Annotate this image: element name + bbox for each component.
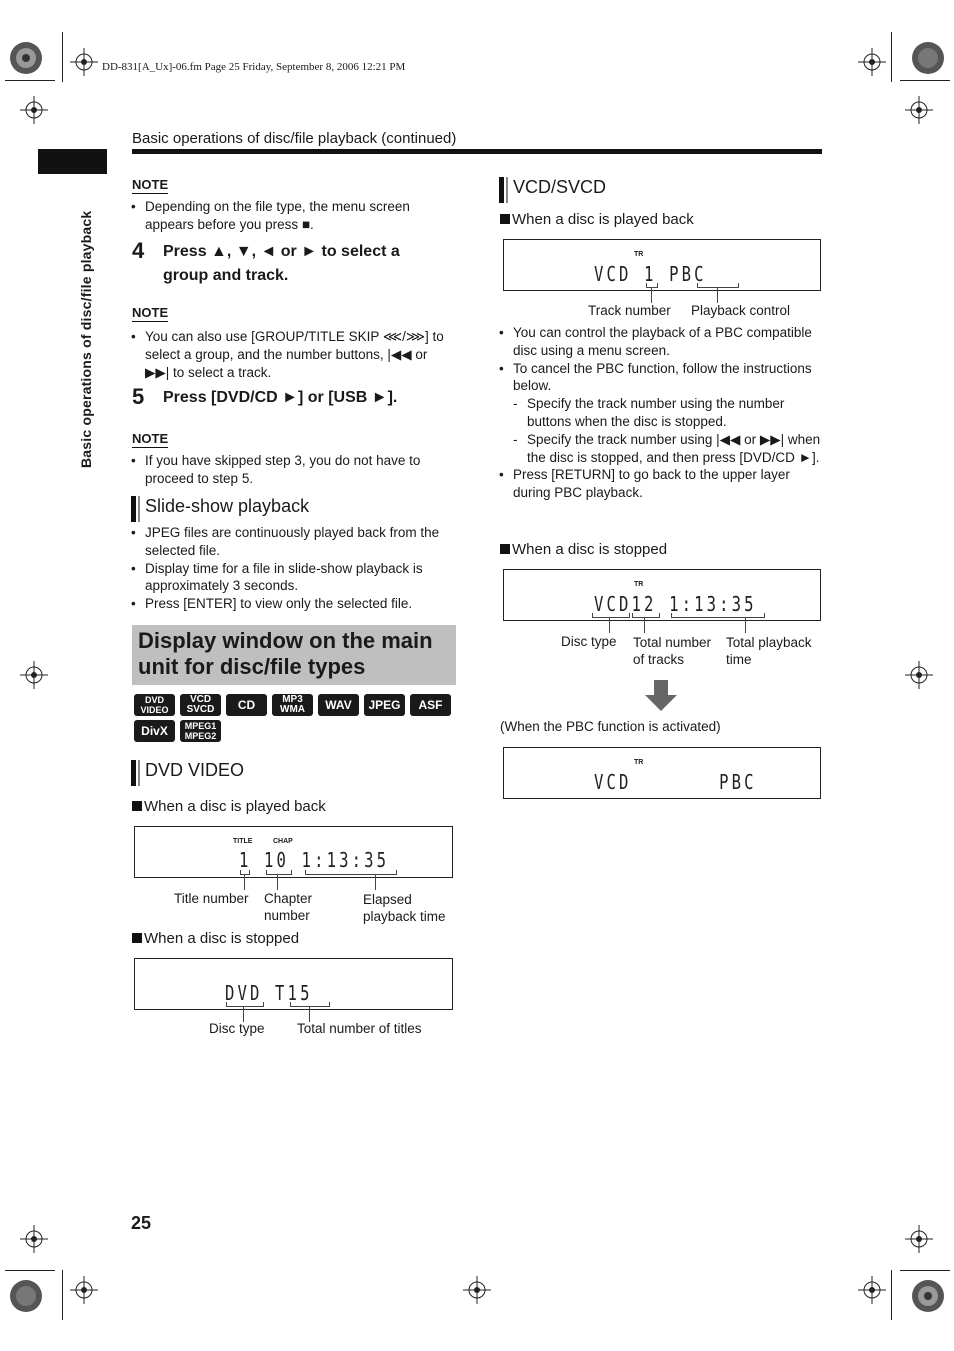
pbc-list [499, 324, 821, 502]
badge-mp3-wma: MP3 WMA [272, 694, 313, 716]
section-heading: VCD/SVCD [499, 177, 606, 203]
list-item: • JPEG files are continuously played back from the selected file. [131, 524, 453, 560]
page-number: 25 [131, 1213, 152, 1233]
crop-mark [900, 80, 950, 81]
section-heading: DVD VIDEO [131, 760, 244, 786]
file-info: DD-831[A_Ux]-06.fm Page 25 Friday, September 8, 2006 12:21 PM [102, 61, 406, 73]
note-list [131, 198, 441, 234]
list-item: • To cancel the PBC function, follow the instructions below. [499, 360, 821, 396]
subheading: When a disc is stopped [500, 541, 667, 558]
badge-mpeg: MPEG1 MPEG2 [180, 720, 221, 742]
crop-mark [900, 1270, 950, 1271]
section-heading: Slide-show playback [131, 496, 309, 522]
subheading: When a disc is stopped [132, 930, 299, 947]
crosshair-icon [463, 1276, 491, 1304]
crosshair-icon [905, 96, 933, 124]
list-item: • Display time for a file in slide-show playback is approximately 3 seconds. [131, 560, 453, 596]
lcd-display-dvd-playing: TITLE CHAP 1 10 1:13:35 [134, 826, 453, 878]
caption-total-tracks: Total number of tracks [633, 635, 712, 667]
display-window-heading: Display window on the main unit for disc/file types [132, 625, 456, 685]
registration-target-icon [6, 38, 46, 78]
step-text: Press ▲, ▼, ◄ or ► to select a group and track. [163, 243, 400, 284]
caption-track-number: Track number [588, 303, 671, 318]
callout-bracket [592, 613, 630, 618]
badge-dvd-video: DVD VIDEO [134, 694, 175, 716]
subheading: When a disc is played back [500, 211, 694, 228]
crop-mark [62, 1270, 63, 1320]
down-arrow-icon [644, 680, 678, 712]
callout-bracket [305, 870, 397, 875]
registration-target-icon [6, 1276, 46, 1316]
pbc-note: (When the PBC function is activated) [500, 719, 721, 734]
list-item: • If you have skipped step 3, you do not have to proceed to step 5. [131, 452, 453, 488]
callout-line [717, 287, 718, 303]
subheading: When a disc is played back [132, 798, 326, 815]
list-item: • Press [ENTER] to view only the selected file. [131, 595, 453, 613]
callout-bracket [697, 283, 739, 288]
list-item: • You can control the playback of a PBC compatible disc using a menu screen. [499, 324, 821, 360]
crop-mark [5, 1270, 55, 1271]
list-item: - Specify the track number using |◀◀ or ▶▶| when the disc is stopped, and then press [DVD/CD ►]. [499, 431, 821, 467]
crop-mark [891, 1270, 892, 1320]
note-label: NOTE [132, 305, 169, 320]
badge-cd: CD [226, 694, 267, 716]
crosshair-icon [20, 1225, 48, 1253]
badge-asf: ASF [410, 694, 451, 716]
callout-line [277, 874, 278, 890]
badge-divx: DivX [134, 720, 175, 742]
note-list [131, 328, 453, 381]
lcd-display-dvd-stopped: DVD T15 [134, 958, 453, 1010]
crop-mark [62, 32, 63, 82]
crosshair-icon [905, 661, 933, 689]
caption-total-titles: Total number of titles [297, 1021, 422, 1036]
callout-bracket [632, 613, 660, 618]
running-header: Basic operations of disc/file playback (continued) [132, 130, 457, 147]
callout-bracket [240, 870, 250, 875]
callout-line [244, 874, 245, 890]
crosshair-icon [20, 661, 48, 689]
caption-playback-control: Playback control [691, 303, 791, 318]
crosshair-icon [70, 48, 98, 76]
callout-line [609, 617, 610, 633]
callout-line [644, 617, 645, 633]
callout-line [375, 874, 376, 890]
crosshair-icon [20, 96, 48, 124]
callout-line [745, 617, 746, 633]
list-item: - Specify the track number using the number buttons when the disc is stopped. [499, 395, 821, 431]
caption-disc-type: Disc type [561, 634, 617, 649]
crop-mark [5, 80, 55, 81]
caption-disc-type: Disc type [209, 1021, 265, 1036]
callout-bracket [290, 1002, 330, 1007]
side-tab-block [38, 149, 107, 174]
badge-vcd-svcd: VCD SVCD [180, 694, 221, 716]
badge-jpeg: JPEG [364, 694, 405, 716]
crop-mark [891, 32, 892, 82]
lcd-display-vcd-pbc: TR VCD PBC [503, 747, 821, 799]
caption-chapter-number: Chapter number [264, 891, 313, 923]
registration-target-icon [908, 1276, 948, 1316]
callout-bracket [266, 870, 292, 875]
caption-title-number: Title number [174, 891, 249, 906]
crosshair-icon [70, 1276, 98, 1304]
crosshair-icon [905, 1225, 933, 1253]
list-item: • You can also use [GROUP/TITLE SKIP ⋘/⋙] to select a group, and the number buttons, |◀◀ or ▶▶| to select a track. [131, 328, 453, 381]
side-tab-label: Basic operations of disc/file playback [78, 210, 94, 468]
list-item: • Press [RETURN] to go back to the upper layer during PBC playback. [499, 466, 821, 502]
note-list [131, 452, 453, 488]
callout-bracket [226, 1002, 264, 1007]
caption-total-time: Total playback time [726, 635, 812, 667]
step-number: 5 [132, 384, 145, 409]
crosshair-icon [858, 1276, 886, 1304]
callout-line [651, 287, 652, 303]
callout-line [243, 1006, 244, 1022]
registration-target-icon [908, 38, 948, 78]
callout-line [309, 1006, 310, 1022]
callout-bracket [646, 283, 658, 288]
caption-elapsed-time: Elapsed playback time [363, 892, 446, 924]
callout-bracket [671, 613, 765, 618]
badge-wav: WAV [318, 694, 359, 716]
header-rule [132, 149, 822, 154]
lcd-display-vcd-playing: TR VCD 1 PBC [503, 239, 821, 291]
slideshow-list [131, 524, 453, 613]
list-item: • Depending on the file type, the menu screen appears before you press ■. [131, 198, 441, 234]
step-text: Press [DVD/CD ►] or [USB ►]. [163, 389, 398, 406]
step-number: 4 [132, 238, 145, 263]
lcd-display-vcd-stopped: TR VCD12 1:13:35 [503, 569, 821, 621]
note-label: NOTE [132, 177, 169, 192]
note-label: NOTE [132, 431, 169, 446]
crosshair-icon [858, 48, 886, 76]
